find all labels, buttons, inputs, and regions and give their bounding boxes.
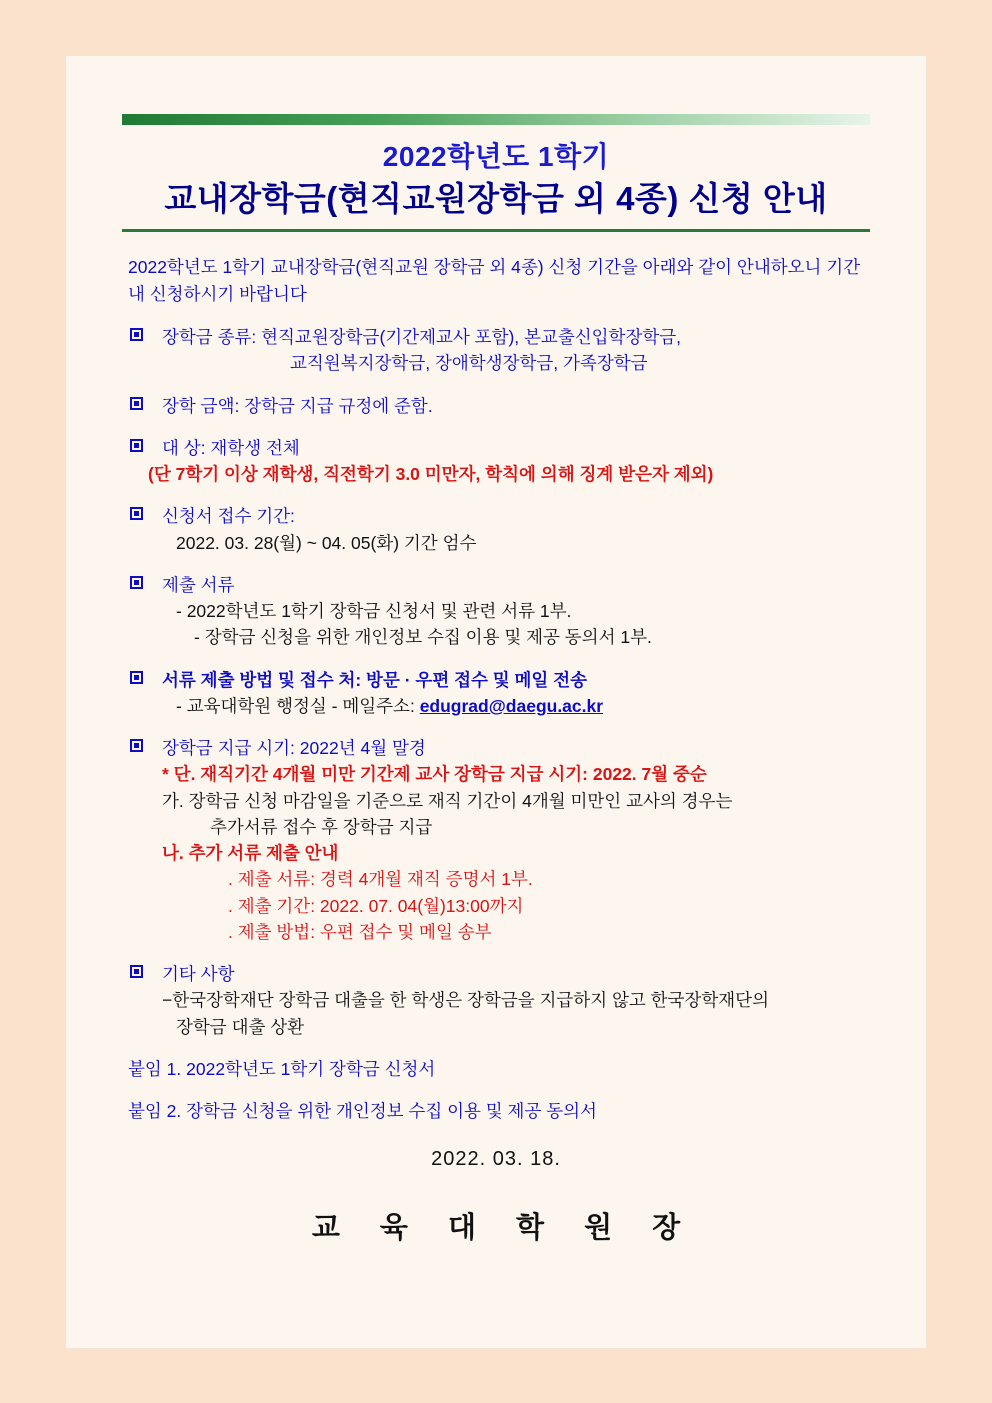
intro-paragraph: 2022학년도 1학기 교내장학금(현직교원 장학금 외 4종) 신청 기간을 아래와 같이 안내하오니 기간내 신청하시기 바랍니다 [128, 256, 861, 305]
section-subline: 교직원복지장학금, 장애학생장학금, 가족장학금 [290, 353, 648, 374]
section-target-students [122, 435, 870, 488]
section-item-ga-line2: 추가서류 접수 후 장학금 지급 [210, 816, 433, 837]
square-bullet-icon [130, 965, 143, 978]
square-bullet-icon [130, 576, 143, 589]
attachment-2: 붙임 2. 장학금 신청을 위한 개인정보 수집 이용 및 제공 동의서 [128, 1101, 597, 1122]
section-item-na-3 [162, 919, 870, 945]
attachment-1: 붙임 1. 2022학년도 1학기 장학금 신청서 [128, 1058, 436, 1079]
header-gradient-bar [122, 114, 870, 125]
section-subline-contact [162, 693, 870, 719]
na-item-text: . 제출 방법: 우편 접수 및 메일 송부 [228, 921, 492, 942]
section-item-na: 나. 추가 서류 제출 안내 [162, 843, 339, 864]
contact-prefix: - 교육대학원 행정실 - 메일주소: [176, 695, 420, 716]
section-item-na-1 [162, 866, 870, 892]
section-subline-2: 장학금 대출 상환 [176, 1016, 305, 1037]
na-item-text: . 제출 서류: 경력 4개월 재직 증명서 1부. [228, 869, 533, 890]
title-block [122, 125, 870, 232]
signer-title: 교 육 대 학 원 장 [311, 1212, 697, 1245]
section-note-exclusion: (단 7학기 이상 재학생, 직전학기 3.0 미만자, 학칙에 의해 징계 받은자 제외) [148, 464, 714, 485]
section-item-na-2 [162, 893, 870, 919]
document-page [66, 56, 926, 1348]
section-note-red: * 단. 재직기간 4개월 미만 기간제 교사 장학금 지급 시기: 2022. 7월 중순 [162, 764, 707, 785]
square-bullet-icon [130, 439, 143, 452]
section-heading: 제출 서류 [162, 574, 235, 595]
section-heading: 신청서 접수 기간: [162, 506, 295, 527]
section-heading: 장학금 지급 시기: 2022년 4월 말경 [162, 738, 426, 759]
section-subline: 2022. 03. 28(월) ~ 04. 05(화) 기간 엄수 [176, 532, 477, 553]
square-bullet-icon [130, 671, 143, 684]
page-title-line2: 교내장학금(현직교원장학금 외 4종) 신청 안내 [164, 180, 828, 217]
section-required-documents [122, 572, 870, 651]
page-title-line1: 2022학년도 1학기 [382, 141, 610, 172]
section-other-matters [122, 961, 870, 1040]
section-heading: 서류 제출 방법 및 접수 처: 방문 · 우편 접수 및 메일 전송 [162, 669, 588, 690]
square-bullet-icon [130, 507, 143, 520]
square-bullet-icon [130, 397, 143, 410]
email-link[interactable]: edugrad@daegu.ac.kr [419, 695, 604, 716]
section-item-ga-line1: 가. 장학금 신청 마감일을 기준으로 재직 기간이 4개월 미만인 교사의 경우는 [162, 790, 733, 811]
section-heading: 장학 금액: 장학금 지급 규정에 준함. [162, 395, 433, 416]
issue-date: 2022. 03. 18. [431, 1148, 561, 1171]
section-submission-method [122, 667, 870, 720]
document-body [122, 114, 870, 1246]
section-scholarship-types [122, 324, 870, 377]
na-item-text: . 제출 기간: 2022. 07. 04(월)13:00까지 [228, 895, 524, 916]
section-subline-1: −한국장학재단 장학금 대출을 한 학생은 장학금을 지급하지 않고 한국장학재단의 [162, 990, 769, 1011]
section-application-period [122, 503, 870, 556]
section-subline-2: - 장학금 신청을 위한 개인정보 수집 이용 및 제공 동의서 1부. [194, 627, 652, 648]
section-subline-1: - 2022학년도 1학기 장학금 신청서 및 관련 서류 1부. [176, 601, 572, 622]
section-payment-schedule [122, 735, 870, 945]
section-heading: 장학금 종류: 현직교원장학금(기간제교사 포함), 본교출신입학장학금, [162, 327, 682, 348]
square-bullet-icon [130, 328, 143, 341]
square-bullet-icon [130, 739, 143, 752]
section-heading: 기타 사항 [162, 964, 235, 985]
section-heading: 대 상: 재학생 전체 [162, 437, 300, 458]
section-scholarship-amount [122, 393, 870, 419]
